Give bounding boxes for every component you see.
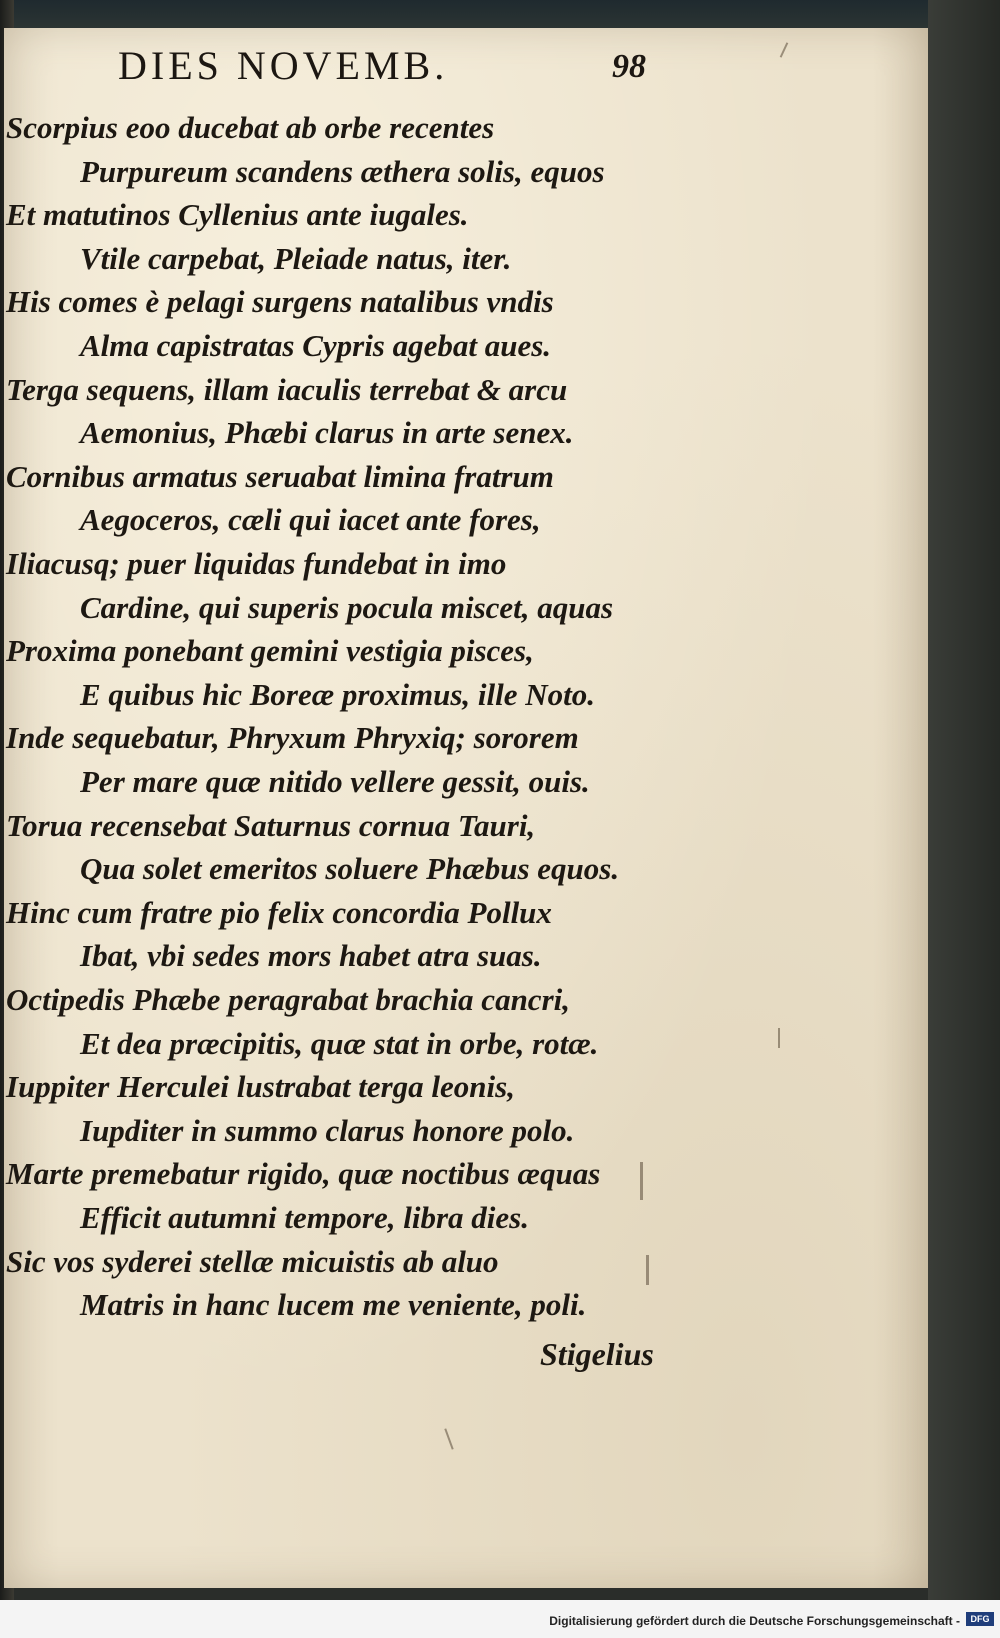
verse-line-pentameter: Iupditer in summo clarus honore polo. [80,1112,575,1148]
verse-line-pentameter: Aemonius, Phæbi clarus in arte senex. [80,415,574,451]
margin-mark [640,1162,643,1200]
verse-line-pentameter: Et dea præcipitis, quæ stat in orbe, rotæ. [80,1025,599,1061]
verse-line-pentameter: Efficit autumni tempore, libra dies. [80,1200,529,1235]
verse-line-pentameter: Vtile carpebat, Pleiade natus, iter. [80,240,512,276]
verse-line-pentameter: Alma capistratas Cypris agebat aues. [80,328,552,363]
verse-line-hexameter: Inde sequebatur, Phryxum Phryxiq; sororem [6,720,579,756]
verse-line-hexameter: His comes è pelagi surgens natalibus vndis [6,284,554,320]
verse-line-pentameter: Aegoceros, cæli qui iacet ante fores, [80,502,541,538]
digitization-credit: Digitalisierung gefördert durch die Deutsche Forschungsgemeinschaft - [549,1614,960,1628]
verse-line-hexameter: Hinc cum fratre pio felix concordia Pollux [6,894,552,930]
verse-line-hexameter: Cornibus armatus seruabat limina fratrum [6,458,554,494]
running-head: DIES NOVEMB. [118,43,449,88]
verse-line-pentameter: Ibat, vbi sedes mors habet atra suas. [80,938,542,974]
verse-line-hexameter: Iuppiter Herculei lustrabat terga leonis, [6,1069,515,1105]
verse-line-hexameter: Marte premebatur rigido, quæ noctibus æquas [6,1156,601,1192]
author-signature: Stigelius [540,1336,654,1372]
verse-line-pentameter: Qua solet emeritos soluere Phæbus equos. [80,851,620,887]
margin-mark [646,1255,649,1285]
verse-line-pentameter: Matris in hanc lucem me veniente, poli. [80,1287,587,1323]
verse-line-hexameter: Et matutinos Cyllenius ante iugales. [6,197,469,233]
verse-line-pentameter: Purpureum scandens æthera solis, equos [80,153,605,189]
verse-line-hexameter: Octipedis Phæbe peragrabat brachia cancri, [6,982,570,1017]
verse-line-pentameter: E quibus hic Boreæ proximus, ille Noto. [80,676,596,712]
verse-line-pentameter: Cardine, qui superis pocula miscet, aquas [80,589,614,625]
dfg-logo: DFG [966,1612,994,1626]
verse-line-hexameter: Proxima ponebant gemini vestigia pisces, [6,633,534,669]
margin-mark [778,1028,780,1048]
verse-line-pentameter: Per mare quæ nitido vellere gessit, ouis. [80,764,590,799]
verse-line-hexameter: Sic vos syderei stellæ micuistis ab aluo [6,1243,499,1279]
verse-line-hexameter: Scorpius eoo ducebat ab orbe recentes [6,110,495,145]
book-cover-board [928,0,1000,1600]
verse-line-hexameter: Torua recensebat Saturnus cornua Tauri, [6,807,536,843]
verse-line-hexameter: Iliacusq; puer liquidas fundebat in imo [6,546,507,581]
verse-line-hexameter: Terga sequens, illam iaculis terrebat & arcu [6,371,568,407]
top-background-strip [0,0,1000,30]
page-number: 98 [612,48,646,85]
